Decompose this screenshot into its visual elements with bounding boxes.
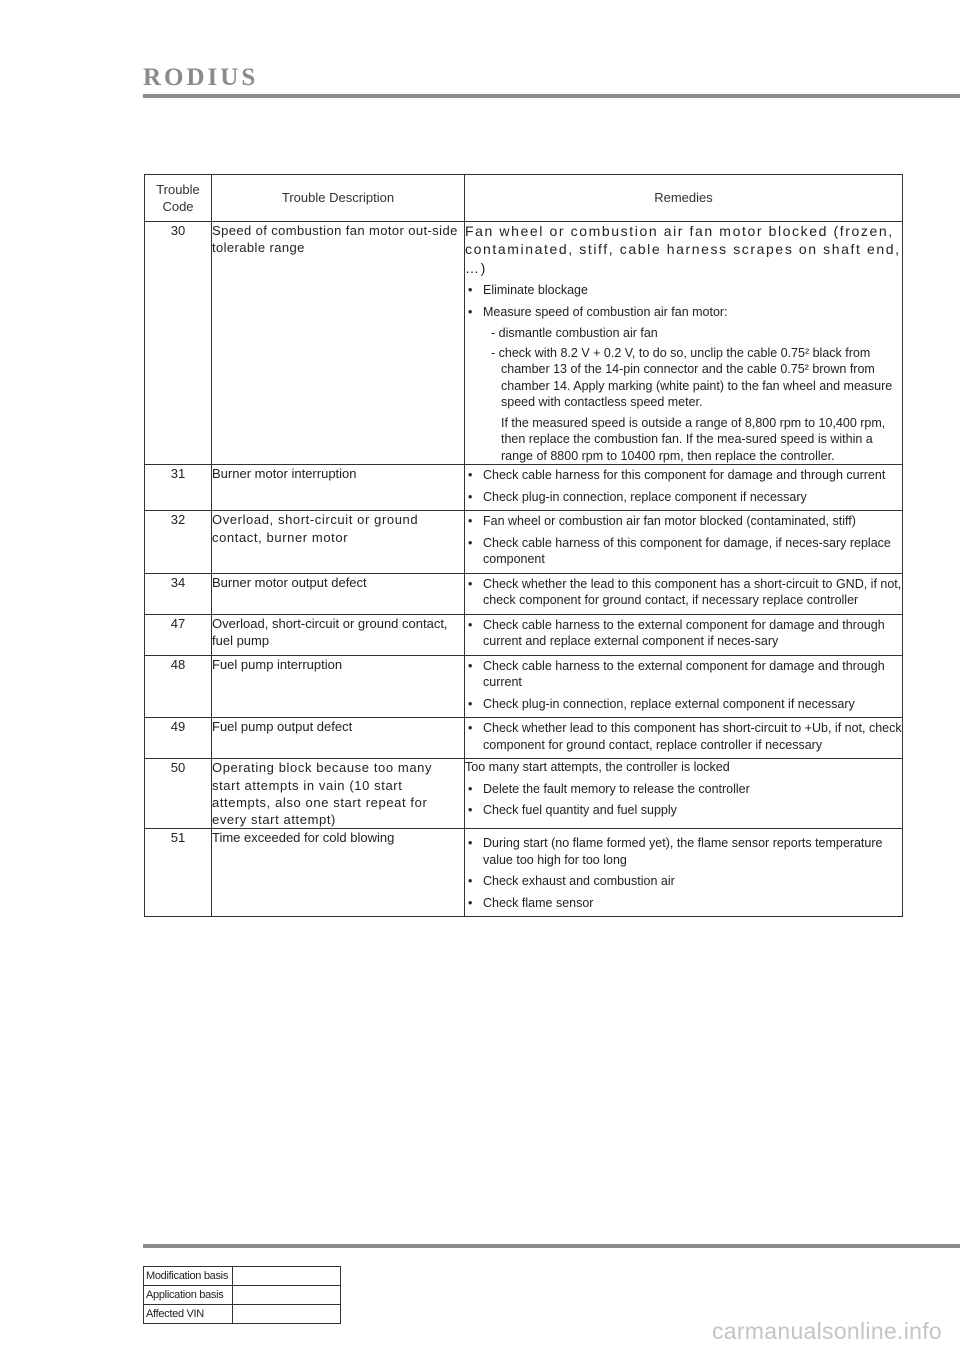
row-description: Overload, short-circuit or ground contact, fuel pump	[212, 614, 465, 655]
row-description: Fuel pump output defect	[212, 718, 465, 759]
table-row	[145, 614, 903, 655]
table-row	[145, 573, 903, 614]
remedy-bullet: • Check cable harness of this component for damage, if neces-sary replace component	[465, 535, 902, 568]
remedy-bullet: • Check cable harness to the external component for damage and through current	[465, 658, 902, 691]
application-basis-value	[233, 1286, 341, 1305]
remedy-bullet: • Check flame sensor	[465, 895, 902, 912]
row-code: 34	[145, 573, 212, 614]
table-header-row	[145, 175, 903, 222]
remedy-bullet: • Measure speed of combustion air fan motor:	[465, 304, 902, 321]
header-remedies: Remedies	[465, 175, 903, 222]
row-code: 50	[145, 759, 212, 829]
row-code: 31	[145, 465, 212, 511]
table-row	[145, 655, 903, 718]
row-code: 30	[145, 222, 212, 465]
row-remedies	[465, 511, 903, 574]
remedy-bullet: • Check cable harness for this component for damage and through current	[465, 467, 902, 484]
table-row	[145, 465, 903, 511]
row-code: 48	[145, 655, 212, 718]
remedy-bullet: • Check plug-in connection, replace component if necessary	[465, 489, 902, 506]
affected-vin-value	[233, 1305, 341, 1324]
table-row	[145, 511, 903, 574]
remedy-bullet: • Check plug-in connection, replace external component if necessary	[465, 696, 902, 713]
row-code: 32	[145, 511, 212, 574]
row-remedies	[465, 655, 903, 718]
table-row	[145, 759, 903, 829]
row-description: Speed of combustion fan motor out-side tolerable range	[212, 222, 465, 465]
remedy-lead: Fan wheel or combustion air fan motor blocked (frozen, contaminated, stiff, cable harness scrapes on shaft end, …)	[465, 223, 901, 276]
footbox-row	[144, 1286, 341, 1305]
row-description: Operating block because too many start attempts in vain (10 start attempts, also one start repeat for every start attempt)	[212, 759, 465, 829]
table-row	[145, 718, 903, 759]
row-remedies	[465, 573, 903, 614]
row-code: 49	[145, 718, 212, 759]
row-remedies	[465, 222, 903, 465]
row-description: Time exceeded for cold blowing	[212, 829, 465, 917]
row-code: 51	[145, 829, 212, 917]
remedy-bullet: • Delete the fault memory to release the controller	[465, 781, 902, 798]
remedy-bullet: • During start (no flame formed yet), the flame sensor reports temperature value too high for too long	[465, 835, 902, 868]
remedy-substep: - dismantle combustion air fan	[491, 326, 658, 341]
affected-vin-label: Affected VIN	[144, 1305, 233, 1324]
table-row	[145, 222, 903, 465]
trouble-code-table	[144, 174, 903, 917]
brand-logo: RODIUS	[143, 64, 259, 91]
modification-basis-value	[233, 1267, 341, 1286]
footbox-row	[144, 1267, 341, 1286]
row-code: 47	[145, 614, 212, 655]
remedy-bullet: • Check cable harness to the external component for damage and through current and replace external component if neces-sary	[465, 617, 902, 650]
row-description: Fuel pump interruption	[212, 655, 465, 718]
footer-rule	[143, 1244, 960, 1248]
remedy-bullet: • Eliminate blockage	[465, 282, 902, 299]
row-description: Burner motor output defect	[212, 573, 465, 614]
remedy-substep: - check with 8.2 V + 0.2 V, to do so, unclip the cable 0.75² black from chamber 13 of the 14-pin connector and the cable 0.75² brown from chamber 14. Apply marking (white paint) to the fan wheel and measure speed with contactless speed meter.	[491, 345, 893, 410]
remedy-bullet: • Check exhaust and combustion air	[465, 873, 902, 890]
row-remedies	[465, 718, 903, 759]
remedy-note: If the measured speed is outside a range of 8,800 rpm to 10,400 rpm, then replace the combustion fan. If the mea-sured speed is within a range of 8800 rpm to 10400 rpm, then replace the controller.	[501, 415, 886, 463]
row-description: Burner motor interruption	[212, 465, 465, 511]
row-remedies	[465, 829, 903, 917]
remedy-bullet: • Check whether lead to this component has short-circuit to +Ub, if not, check component for ground contact, replace controller if necessary	[465, 720, 902, 753]
modification-basis-label: Modification basis	[144, 1267, 233, 1286]
remedy-lead: Too many start attempts, the controller is locked	[465, 760, 730, 775]
row-description: Overload, short-circuit or ground contact, burner motor	[212, 511, 465, 574]
footbox-row	[144, 1305, 341, 1324]
header-rule	[143, 94, 960, 98]
table-row	[145, 829, 903, 917]
watermark: carmanualsonline.info	[711, 1318, 942, 1344]
header-code: Trouble Code	[145, 175, 212, 222]
row-remedies	[465, 759, 903, 829]
application-basis-label: Application basis	[144, 1286, 233, 1305]
row-remedies	[465, 465, 903, 511]
remedy-bullet: • Check whether the lead to this component has a short-circuit to GND, if not, check component for ground contact, if necessary replace controller	[465, 576, 902, 609]
row-remedies	[465, 614, 903, 655]
remedy-bullet: • Fan wheel or combustion air fan motor blocked (contaminated, stiff)	[465, 513, 902, 530]
header-description: Trouble Description	[212, 175, 465, 222]
modification-info-box	[143, 1266, 341, 1324]
remedy-bullet: • Check fuel quantity and fuel supply	[465, 802, 902, 819]
